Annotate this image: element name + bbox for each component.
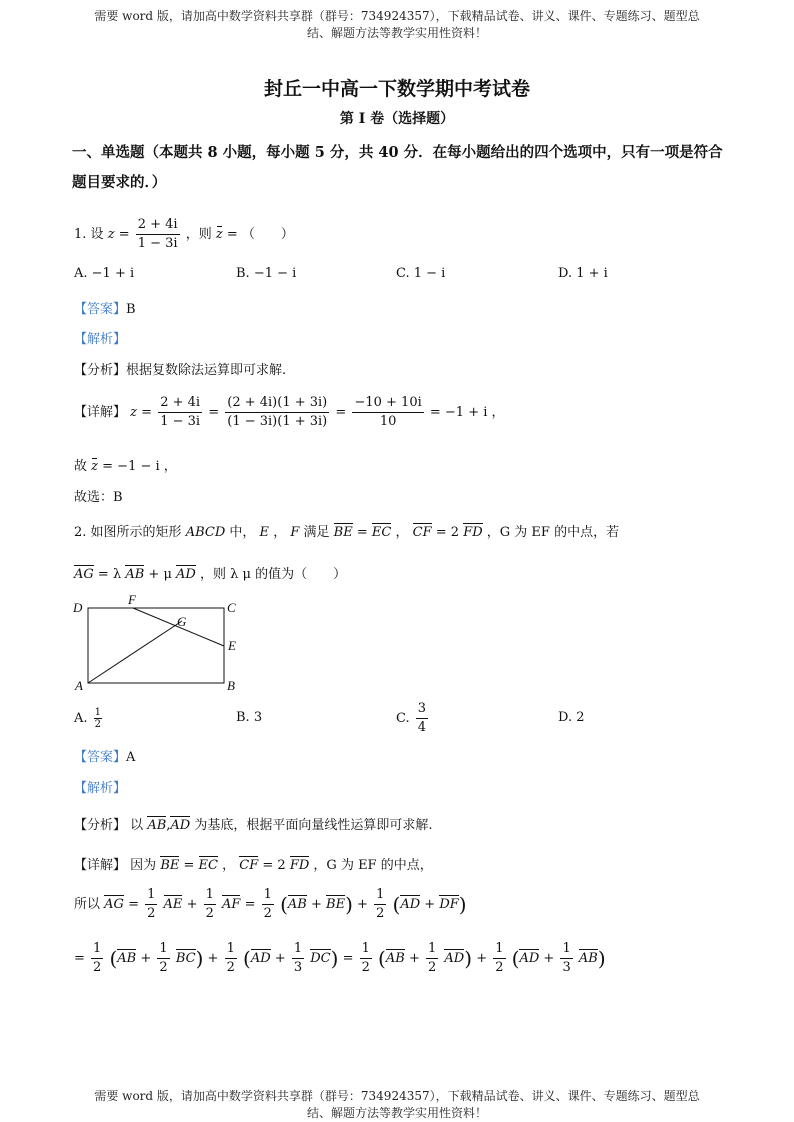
header-line-2: 结、解题方法等教学实用性资料！ (306, 26, 487, 40)
q2-stem-line1 (74, 521, 619, 540)
q2-detail-vec-ec: EC (198, 858, 218, 873)
q1-fenxi-text: 根据复数除法运算即可求解. (126, 363, 287, 378)
q2-s-vec-df: DF (439, 897, 459, 912)
q1-z: z (107, 227, 115, 242)
q2-t-vec-ad-3: AD (519, 951, 540, 966)
q2-detail-comma: ， (222, 858, 236, 873)
q2-t-half-2-num: 1 (157, 940, 169, 959)
q1-zbar: z (215, 227, 223, 242)
q2-t-half-5-num: 1 (426, 940, 438, 959)
q2-s-plus-1: + (186, 897, 198, 912)
q2-option-c-num: 3 (416, 700, 428, 719)
q2-option-a-den: 2 (94, 719, 102, 730)
q2-t-third-2 (560, 940, 572, 977)
q2-s-eq-2: = (244, 897, 256, 912)
q2-t-half-6-num: 1 (493, 940, 505, 959)
q2-fenxi-sep: , (166, 818, 171, 833)
q1-option-c: C. 1 − i (396, 266, 446, 281)
q1-detail-frac1-den: 1 − 3i (160, 414, 201, 429)
q2-t-half-3-den: 2 (226, 960, 235, 975)
q1-detail-frac1 (158, 394, 202, 431)
q2-t-half-1-num: 1 (91, 940, 103, 959)
q2-t-vec-dc: DC (310, 951, 331, 966)
q2-t-vec-ab-2: AB (385, 951, 405, 966)
q1-fraction (136, 216, 180, 253)
q2-t-plus-1: + (140, 951, 152, 966)
q2-t-vec-ab-3: AB (578, 951, 598, 966)
q2-l1-b: 中， (229, 525, 256, 540)
figure-label-c: C (227, 600, 236, 615)
q2-t-vec-ad: AD (250, 951, 271, 966)
q2-s-half-2-den: 2 (205, 906, 214, 921)
q1-detail-eq1: = (141, 405, 153, 420)
q1-answer-value: B (126, 302, 136, 317)
q2-t-half-4 (360, 940, 372, 977)
q2-l1-vec-cf: CF (412, 525, 432, 540)
q2-s-half-4-den: 2 (376, 906, 385, 921)
q1-option-a: A. −1 + i (74, 266, 135, 281)
q2-detail-tag: 【详解】 (74, 858, 127, 873)
q2-l2-tail: ，则 λ μ 的值为（ ） (200, 567, 347, 582)
q2-s-vec-af: AF (222, 897, 241, 912)
q2-s-half-2 (204, 886, 216, 923)
q2-s-lparen-1: ( (280, 892, 288, 917)
q2-answer-tag: 【答案】 (74, 750, 127, 765)
q1-answer-tag: 【答案】 (74, 302, 127, 317)
q2-l1-eq2: = 2 (435, 525, 460, 540)
q2-s-half-4-num: 1 (374, 886, 386, 905)
q2-l2-eq: = λ (97, 567, 122, 582)
volume-subtitle: 第 I 卷（选择题） (339, 111, 455, 127)
q2-s-vec-be: BE (326, 897, 346, 912)
q2-s-half-2-num: 1 (204, 886, 216, 905)
q2-detail-vec-fd: FD (289, 858, 310, 873)
figure-rectangle (88, 608, 224, 683)
q2-l1-d: 满足 (303, 525, 330, 540)
q2-t-lparen-4: ( (511, 946, 520, 971)
q1-suffix: = （ ） (226, 227, 294, 242)
section-heading: 一、单选题（本题共 8 小题，每小题 5 分，共 40 分．在每小题给出的四个选项中，只有一项是符合题目要求的．） (72, 144, 723, 191)
q2-t-third-1-den: 3 (293, 960, 303, 975)
q2-option-c-den: 4 (417, 720, 427, 735)
q1-detail-z: z (130, 405, 138, 420)
q2-fenxi-tag: 【分析】 (74, 818, 127, 833)
q2-s-vec-ad: AD (400, 897, 421, 912)
q2-option-c (396, 700, 430, 737)
page-header (60, 8, 734, 42)
q1-fenxi (74, 359, 286, 378)
q2-option-a-num: 1 (94, 707, 102, 718)
q2-fenxi-post: 为基底，根据平面向量线性运算即可求解. (194, 818, 433, 833)
q1-option-d: D. 1 + i (558, 266, 608, 281)
q2-t-rparen-2: ) (330, 946, 339, 971)
q2-t-half-6-den: 2 (495, 960, 504, 975)
q2-t-third-2-den: 3 (562, 960, 571, 975)
q2-t-vec-ad-2: AD (444, 951, 465, 966)
q2-option-a (74, 707, 104, 730)
q1-detail-frac2-den: (1 − 3i)(1 + 3i) (227, 414, 328, 429)
q2-option-d: D. 2 (558, 710, 585, 725)
q2-answer (74, 746, 135, 765)
q2-fenxi-pre: 以 (130, 818, 144, 833)
q2-l1-vec-ec: EC (371, 525, 392, 540)
q2-t-lparen-2: ( (243, 946, 251, 971)
q2-l1-f: F (290, 525, 300, 540)
q1-detail-frac2 (225, 394, 329, 431)
q2-t-eq: = (74, 951, 85, 966)
q1-gu-result: = −1 − i ， (102, 459, 177, 474)
q2-t-half-2-den: 2 (159, 960, 168, 975)
q2-t-half-1 (91, 940, 103, 977)
q2-t-half-5 (426, 940, 438, 977)
figure-label-d: D (73, 600, 83, 615)
q1-detail-frac1-num: 2 + 4i (158, 394, 202, 413)
q2-s-half-3 (262, 886, 274, 923)
figure-label-e: E (228, 638, 236, 653)
q2-s-eq: = (128, 897, 139, 912)
exam-title: 封丘一中高一下数学期中考试卷 (263, 78, 530, 100)
q1-answer (74, 298, 136, 317)
q2-detail-vec-be: BE (160, 858, 180, 873)
figure-segment-ag (88, 621, 182, 683)
q2-t-half-2 (157, 940, 169, 977)
q1-numerator: 2 + 4i (136, 216, 180, 235)
q1-detail-tag: 【详解】 (74, 405, 127, 420)
q2-option-b: B. 3 (236, 710, 263, 725)
q2-derivation-line1 (74, 886, 467, 923)
q2-t-half-5-den: 2 (428, 960, 437, 975)
q2-s-pre: 所以 (74, 897, 101, 912)
q1-detail-frac2-num: (2 + 4i)(1 + 3i) (225, 394, 329, 413)
q1-detail-eq2: = (208, 405, 220, 420)
q2-s-half-3-num: 1 (262, 886, 274, 905)
q2-t-plus-2: + (207, 951, 219, 966)
q2-l2-vec-ad: AD (176, 567, 196, 582)
q1-conclusion (74, 455, 177, 474)
q2-s-half-4 (374, 886, 386, 923)
q2-s-half-3-den: 2 (263, 906, 272, 921)
q2-t-third-2-num: 1 (560, 940, 572, 959)
q2-l1-comma: ， (395, 525, 409, 540)
page-footer (60, 1088, 734, 1122)
q2-fenxi-vec-ad: AD (170, 818, 191, 833)
q2-l1-c: ， (273, 525, 287, 540)
q2-fenxi (74, 814, 433, 833)
q1-detail-eq3: = (335, 405, 347, 420)
q1-gu-prefix: 故 (74, 459, 88, 474)
q2-t-half-3 (225, 940, 237, 977)
q2-l1-e: E (259, 525, 270, 540)
q2-option-a-frac (94, 707, 102, 730)
q2-fenxi-vec-ab: AB (147, 818, 167, 833)
q2-s-rparen-1: ) (345, 892, 353, 917)
q1-fenxi-tag: 【分析】 (74, 363, 127, 378)
q2-t-half-4-num: 1 (360, 940, 372, 959)
q2-t-plus-5: + (476, 951, 488, 966)
q2-s-half-1-den: 2 (147, 906, 156, 921)
q2-t-lparen-1: ( (109, 946, 118, 971)
q1-mid: ，则 (185, 227, 212, 242)
figure-label-g: G (177, 614, 187, 629)
q2-l2-plus: + μ (148, 567, 172, 582)
q1-eq: = (118, 227, 130, 242)
q1-denominator: 1 − 3i (137, 236, 178, 251)
q2-t-half-6 (493, 940, 505, 977)
q1-option-b: B. −1 − i (236, 266, 297, 281)
q2-answer-value: A (126, 750, 136, 765)
q2-t-half-1-den: 2 (93, 960, 102, 975)
figure-label-f: F (128, 592, 136, 607)
q2-t-plus-6: + (543, 951, 555, 966)
q2-s-rparen-2: ) (458, 892, 467, 917)
q2-t-plus-4: + (408, 951, 420, 966)
q1-detail-frac3 (352, 394, 423, 431)
q2-t-third-1 (292, 940, 304, 977)
q2-s-half-1-num: 1 (145, 886, 157, 905)
q2-option-a-label: A. (74, 711, 88, 726)
q2-t-third-1-num: 1 (292, 940, 304, 959)
q1-detail-frac3-den: 10 (379, 414, 397, 429)
q2-t-rparen-3: ) (464, 946, 473, 971)
q2-detail-eq: = (183, 858, 195, 873)
q1-prefix: 1. 设 (74, 227, 104, 242)
q2-t-rparen-4: ) (597, 946, 606, 971)
q2-detail-vec-cf: CF (239, 858, 259, 873)
q2-l1-vec-fd: FD (463, 525, 483, 540)
q2-detail-eq2: = 2 (262, 858, 286, 873)
q1-analysis-tag: 【解析】 (74, 332, 127, 347)
figure-label-a: A (75, 678, 83, 693)
q2-t-lparen-3: ( (378, 946, 386, 971)
q2-l2-vec-ab: AB (125, 567, 145, 582)
q2-s-plus-3: + (357, 897, 368, 912)
footer-line-1: 需要 word 版，请加高中数学资料共享群（群号：734924357），下载精品试卷、讲义、课件、专题练习、题型总 (94, 1089, 700, 1103)
q2-option-c-frac (416, 700, 428, 737)
q2-t-plus-3: + (274, 951, 286, 966)
q1-detail (74, 394, 505, 431)
figure-label-b: B (227, 678, 235, 693)
q2-s-plus-2: + (310, 897, 322, 912)
q2-detail-tail: ，G 为 EF 的中点， (313, 858, 433, 873)
q2-detail (74, 854, 433, 873)
q2-s-lparen-2: ( (392, 892, 401, 917)
q2-s-plus-4: + (424, 897, 436, 912)
q2-s-vec-ae: AE (163, 897, 183, 912)
q2-s-vec-ab: AB (287, 897, 307, 912)
q2-l1-vec-be: BE (333, 525, 353, 540)
q2-l1-abcd: ABCD (185, 525, 226, 540)
q2-s-vec-ag: AG (104, 897, 124, 912)
q1-detail-frac3-num: −10 + 10i (352, 394, 423, 413)
q2-t-rparen-1: ) (195, 946, 204, 971)
q2-l2-vec-ag: AG (74, 567, 94, 582)
q2-t-half-3-num: 1 (225, 940, 237, 959)
q1-detail-result: = −1 + i ， (429, 405, 505, 420)
q1-stem (74, 216, 294, 253)
q2-t-vec-bc: BC (175, 951, 196, 966)
q2-l1-eq: = (356, 525, 368, 540)
q2-analysis-tag: 【解析】 (74, 781, 127, 796)
q2-l1-g: ，G 为 EF 的中点，若 (486, 525, 620, 540)
footer-line-2: 结、解题方法等教学实用性资料！ (306, 1106, 487, 1120)
header-line-1: 需要 word 版，请加高中数学资料共享群（群号：734924357），下载精品试卷、讲义、课件、专题练习、题型总 (94, 9, 700, 23)
q2-t-half-4-den: 2 (361, 960, 370, 975)
q2-t-vec-ab: AB (117, 951, 137, 966)
rectangle-figure (70, 592, 250, 696)
q2-detail-pre: 因为 (130, 858, 157, 873)
q2-derivation-line2 (74, 940, 606, 977)
q2-stem-line2 (74, 563, 346, 582)
q2-t-eq-2: = (342, 951, 354, 966)
q2-s-half-1 (145, 886, 157, 923)
q2-option-c-label: C. (396, 711, 410, 726)
q1-gu-zbar: z (91, 459, 99, 474)
q1-choice: 故选：B (74, 490, 123, 505)
q2-l1-a: 2. 如图所示的矩形 (74, 525, 182, 540)
